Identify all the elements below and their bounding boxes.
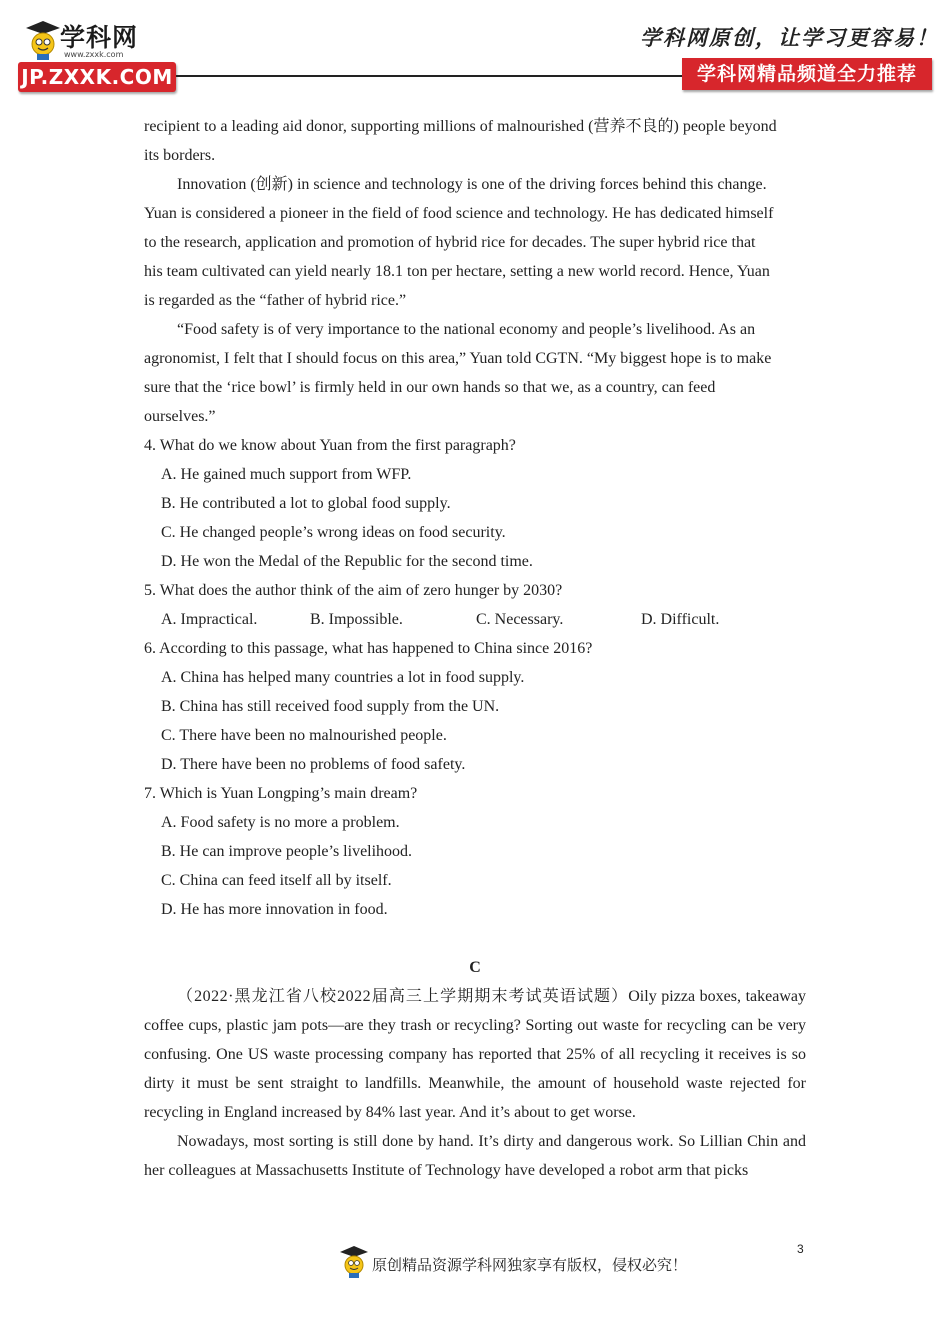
question-5-option[interactable]: D. Difficult. (641, 611, 720, 628)
passage-b-line: recipient to a leading aid donor, supporting millions of malnourished (营养不良的) people beyond (144, 118, 777, 135)
graduate-mascot-icon (338, 1244, 370, 1280)
header-slogan: 学科网原创，让学习更容易！ (640, 25, 939, 50)
logo-badge[interactable]: JP.ZXXK.COM (18, 62, 176, 92)
passage-b-line: Yuan is considered a pioneer in the field of food science and technology. He has dedicated himself (144, 205, 774, 222)
question-7-option[interactable]: C. China can feed itself all by itself. (161, 872, 392, 889)
question-5-option[interactable]: B. Impossible. (310, 611, 403, 628)
document-body (144, 112, 806, 1185)
question-6-stem: 6. According to this passage, what has happened to China since 2016? (144, 640, 593, 657)
question-4-option[interactable]: B. He contributed a lot to global food supply. (161, 495, 451, 512)
passage-b-line: agronomist, I felt that I should focus on this area,” Yuan told CGTN. “My biggest hope is to make (144, 350, 772, 367)
page-footer (338, 1244, 738, 1280)
passage-c-source: （2022·黑龙江省八校2022届高三上学期期末考试英语试题） (177, 988, 629, 1005)
passage-b-line: ourselves.” (144, 408, 216, 425)
question-5-option[interactable]: A. Impractical. (161, 611, 258, 628)
question-7-option[interactable]: A. Food safety is no more a problem. (161, 814, 400, 831)
passage-b-line: Innovation (创新) in science and technology is one of the driving forces behind this change. (177, 176, 767, 193)
logo-name: 学科网 (60, 23, 139, 52)
passage-b-line: to the research, application and promotion of hybrid rice for decades. The super hybrid rice that (144, 234, 756, 251)
passage-c-paragraph-1 (144, 982, 806, 1127)
copyright-notice: 原创精品资源学科网独家享有版权，侵权必究！ (372, 1256, 688, 1274)
question-4-stem: 4. What do we know about Yuan from the first paragraph? (144, 437, 516, 454)
passage-b-line: his team cultivated can yield nearly 18.1 ton per hectare, setting a new world record. Hence, Yuan (144, 263, 770, 280)
question-5-options (144, 605, 806, 634)
question-6-option[interactable]: A. China has helped many countries a lot in food supply. (161, 669, 525, 686)
passage-b-line: is regarded as the “father of hybrid rice.” (144, 292, 407, 309)
question-4-option[interactable]: C. He changed people’s wrong ideas on food security. (161, 524, 506, 541)
question-4-option[interactable]: A. He gained much support from WFP. (161, 466, 412, 483)
question-7-stem: 7. Which is Yuan Longping’s main dream? (144, 785, 418, 802)
graduate-mascot-icon (24, 18, 62, 62)
question-5-stem: 5. What does the author think of the aim of zero hunger by 2030? (144, 582, 563, 599)
passage-b-line: “Food safety is of very importance to the national economy and people’s livelihood. As an (177, 321, 756, 338)
question-6-option[interactable]: B. China has still received food supply from the UN. (161, 698, 500, 715)
channel-badge[interactable]: 学科网精品频道全力推荐 (682, 58, 932, 90)
passage-b-line: sure that the ‘rice bowl’ is firmly held in our own hands so that we, as a country, can feed (144, 379, 716, 396)
header-divider (176, 75, 682, 77)
question-7-option[interactable]: B. He can improve people’s livelihood. (161, 843, 413, 860)
passage-c-paragraph-2: Nowadays, most sorting is still done by hand. It’s dirty and dangerous work. So Lillian Chin and her colleagues at Massachusetts Institute of Technology have developed a robot arm that picks (144, 1133, 806, 1179)
question-5-option[interactable]: C. Necessary. (476, 611, 564, 628)
passage-c-text: Oily pizza boxes, takeaway coffee cups, plastic jam pots—are they trash or recycling? Sorting out waste for recycling can be very confusing. One US waste processing company has reported that 25% of all recycling it receives is so dirty it must be sent straight to landfills. Meanwhile, the amount of household waste rejected for recycling in England increased by 84% last year. And it’s about to get worse. (144, 988, 806, 1121)
question-7-option[interactable]: D. He has more innovation in food. (161, 901, 388, 918)
question-4-option[interactable]: D. He won the Medal of the Republic for the second time. (161, 553, 533, 570)
passage-b-line: its borders. (144, 147, 216, 164)
zxxk-logo[interactable] (24, 14, 164, 62)
logo-url: www.zxxk.com (64, 50, 124, 59)
page-header (0, 0, 950, 100)
question-6-option[interactable]: C. There have been no malnourished people. (161, 727, 447, 744)
section-c-title: C (469, 959, 481, 976)
page-number: 3 (797, 1242, 804, 1256)
question-6-option[interactable]: D. There have been no problems of food safety. (161, 756, 466, 773)
